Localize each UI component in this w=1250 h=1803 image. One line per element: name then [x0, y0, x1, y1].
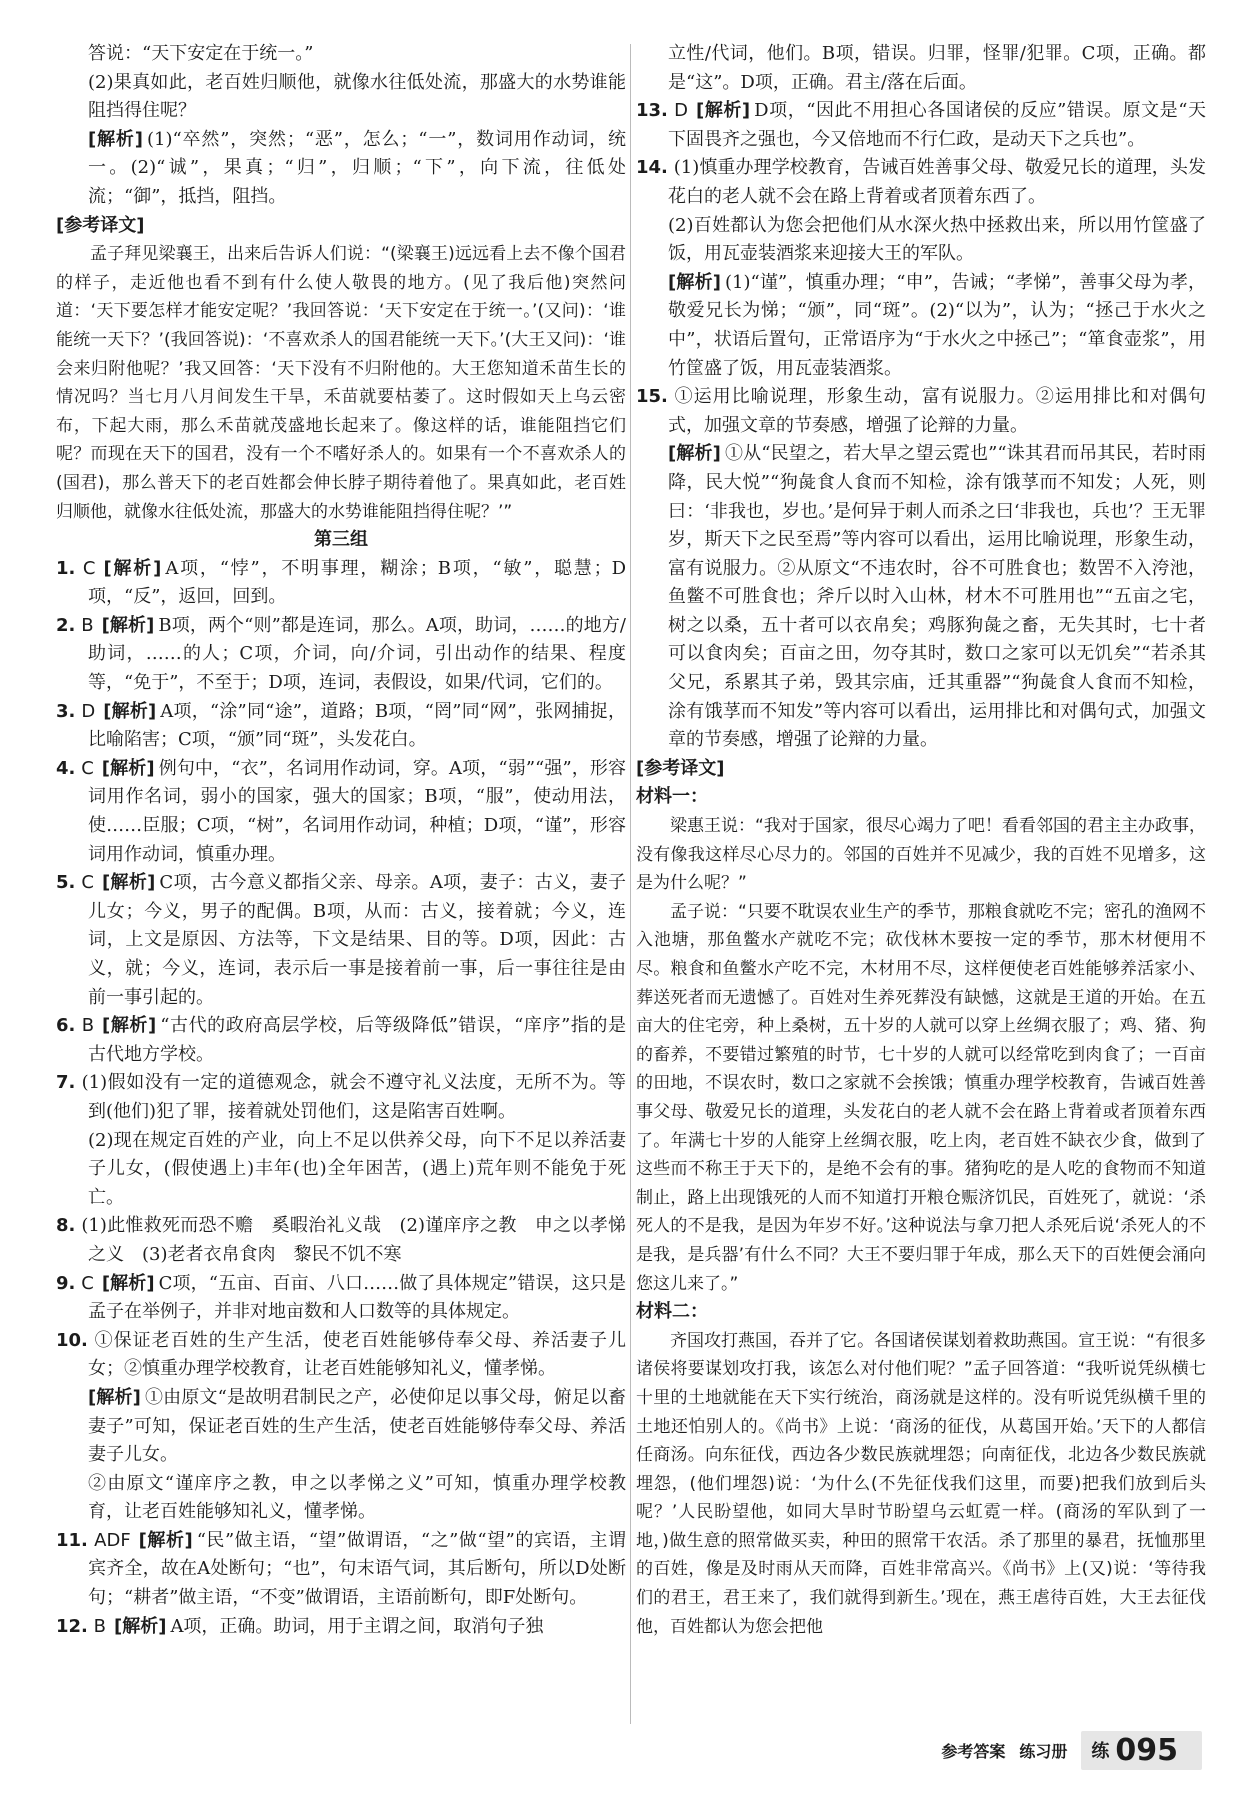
paragraph-text: (1)“卒然”，突然；“恶”，怎么；“一”，数词用作动词，统一。(2)“诚”，果真；“归”，归顺；“下”，向下流，往低处流；“御”，抵挡，阻挡。	[88, 128, 626, 207]
question-number: 5.	[56, 872, 76, 894]
answer-paragraph	[636, 440, 1206, 755]
answer-text: B项，两个“则”都是连词，那么。A项，助词，……的地方/助词，……的人；C项，介词，向/介词，引出动作的结果、程度等，“免于”，不至于；D项，连词，表假设，如果/代词，它们的。	[88, 614, 626, 694]
answer-text: 例句中，“衣”，名词用作动词，穿。A项，“弱”“强”，形容词用作名词，弱小的国家，强大的国家；B项，“服”，使动用法，使……臣服；C项，“树”，名词用作动词，种植；D项，“谨”，形容词用作动词，慎重办理。	[88, 757, 626, 865]
question-answer	[56, 1613, 626, 1642]
question-number: 14.	[636, 157, 668, 179]
question-answer	[56, 1327, 626, 1384]
answer-choice: B	[81, 614, 94, 636]
analysis-tag: [解析]	[88, 128, 143, 150]
answer-text: D项，“因此不用担心各国诸侯的反应”错误。原文是“天下固畏齐之强也，今又倍地而不行仁政，是动天下之兵也”。	[668, 100, 1206, 150]
question-answer	[56, 1069, 626, 1126]
question-number: 2.	[56, 614, 76, 636]
analysis-tag: [解析]	[103, 557, 162, 579]
question-number: 9.	[56, 1272, 76, 1294]
paragraph-text: (1)“谨”，慎重办理；“申”，告诫；“孝悌”，善事父母为孝，敬爱兄长为悌；“颁”，同“斑”。(2)“以为”，认为；“拯己于水火之中”，状语后置句，正常语序为“于水火之中拯己”；“箪食壶浆”，用竹筐盛了饭，用瓦壶装酒浆。	[668, 271, 1207, 379]
answer-choice: C	[81, 1272, 94, 1294]
analysis-tag: [解析]	[138, 1529, 193, 1551]
page-footer	[941, 1730, 1202, 1770]
answer-text: “民”做主语，“望”做谓语，“之”做“望”的宾语，主谓宾齐全，故在A处断句；“也”，句末语气词，其后断句，所以D处断句；“耕者”做主语，“不变”做谓语，主语前断句，即F处断句。	[88, 1529, 626, 1609]
answer-text: C项，“五亩、百亩、八口……做了具体规定”错误，这只是孟子在举例子，并非对地亩数和人口数等的具体规定。	[88, 1272, 626, 1323]
answer-text: (1)此惟救死而恐不赡 奚暇治礼义哉 (2)谨庠序之教 申之以孝悌之义 (3)老者衣帛食肉 黎民不饥不寒	[81, 1215, 626, 1265]
right-column	[636, 40, 1206, 1641]
question-answer	[56, 755, 626, 869]
analysis-tag: [解析]	[88, 1386, 141, 1408]
translation-paragraph: 孟子拜见梁襄王，出来后告诉人们说：“(梁襄王)远远看上去不像个国君的样子，走近他也看不到有什么使人敬畏的地方。(见了我后他)突然问道：‘天下要怎样才能安定呢？’我回答说：‘天下安定在于统一。’(又问)：‘谁能统一天下？’(我回答说)：‘不喜欢杀人的国君能统一天下。’(大王又问)：‘谁会来归附他呢？’我又回答：‘天下没有不归附他的。大王您知道禾苗生长的情况吗？当七月八月间发生干旱，禾苗就要枯萎了。这时假如天上乌云密布，下起大雨，那么禾苗就茂盛地长起来了。像这样的话，谁能阻挡它们呢？而现在天下的国君，没有一个不嗜好杀人的。如果有一个不喜欢杀人的(国君)，那么普天下的老百姓都会伸长脖子期待着他了。果真如此，老百姓归顺他，就像水往低处流，那盛大的水势谁能阻挡得住呢？’”	[56, 244, 626, 522]
answer-paragraph	[56, 126, 626, 212]
answer-text: A项，“涂”同“途”，道路；B项，“罔”同“网”，张网捕捉，比喻陷害；C项，“颁”同“斑”，头发花白。	[88, 700, 627, 751]
question-answer	[636, 383, 1206, 440]
question-number: 15.	[636, 386, 668, 408]
question-answer	[56, 1527, 626, 1613]
answer-paragraph	[56, 1384, 626, 1470]
translation-paragraph: 梁惠王说：“我对于国家，很尽心竭力了吧！看看邻国的君主主办政事，没有像我这样尽心尽力的。邻国的百姓并不见减少，我的百姓不见增多，这是为什么呢？”	[636, 816, 1206, 894]
analysis-tag: [解析]	[101, 1272, 155, 1294]
answer-text: ①运用比喻说理，形象生动，富有说服力。②运用排比和对偶句式，加强文章的节奏感，增强了论辩的力量。	[668, 386, 1206, 436]
answer-text: A项，正确。助词，用于主谓之间，取消句子独	[170, 1615, 544, 1637]
analysis-tag: [解析]	[696, 100, 751, 122]
group-heading: 第三组	[314, 529, 368, 551]
question-answer	[56, 1012, 626, 1069]
question-number: 8.	[56, 1215, 76, 1237]
question-number: 4.	[56, 757, 76, 779]
answer-text: C项，古今意义都指父亲、母亲。A项，妻子：古义，妻子儿女；今义，男子的配偶。B项，从而：古义，接着就；今义，连词，上文是原因、方法等，下文是结果、目的等。D项，因此：古义，就；今义，连词，表示后一事是接着前一事，后一事往往是由前一事引起的。	[88, 872, 627, 1008]
analysis-tag: [解析]	[668, 271, 721, 293]
answer-text: A项，“悖”，不明事理，糊涂；B项，“敏”，聪慧；D项，“反”，返回，回到。	[88, 557, 626, 608]
paragraph-text: (2)现在规定百姓的产业，向上不足以供养父母，向下不足以养活妻子儿女，(假使遇上)丰年(也)全年困苦，(遇上)荒年则不能免于死亡。	[88, 1129, 626, 1208]
question-number: 12.	[56, 1615, 88, 1637]
answer-choice: ADF	[94, 1529, 131, 1551]
answer-choice: B	[81, 1015, 95, 1037]
analysis-tag: [解析]	[103, 700, 157, 722]
footer-label-answers: 参考答案	[941, 1741, 1006, 1761]
answer-choice: C	[81, 872, 94, 894]
section-heading: [参考译文]	[636, 757, 725, 779]
footer-label-workbook: 练习册	[1019, 1741, 1068, 1761]
answer-text: (1)假如没有一定的道德观念，就会不遵守礼义法度，无所不为。等到(他们)犯了罪，接着就处罚他们，这是陷害百姓啊。	[81, 1072, 626, 1122]
question-number: 10.	[56, 1329, 88, 1351]
answer-paragraph	[636, 212, 1206, 269]
answer-paragraph	[56, 1470, 626, 1527]
question-answer	[56, 1212, 626, 1269]
answer-text: ①保证老百姓的生产生活，使老百姓能够侍奉父母、养活妻子儿女；②慎重办理学校教育，让老百姓能够知礼义，懂孝悌。	[88, 1329, 626, 1380]
paragraph-text: (2)百姓都认为您会把他们从水深火热中拯救出来，所以用竹筐盛了饭，用瓦壶装酒浆来迎接大王的军队。	[668, 214, 1206, 265]
analysis-tag: [解析]	[102, 872, 156, 894]
question-number: 1.	[56, 557, 76, 579]
question-answer	[636, 97, 1206, 154]
answer-choice: C	[82, 557, 96, 579]
answer-paragraph	[56, 40, 626, 69]
paragraph-text: ②由原文“谨庠序之教，申之以孝悌之义”可知，慎重办理学校教育，让老百姓能够知礼义，懂孝悌。	[88, 1472, 626, 1523]
analysis-tag: [解析]	[668, 443, 721, 465]
analysis-tag: [解析]	[101, 757, 155, 779]
section-heading: 材料一：	[636, 786, 708, 808]
section-heading: 材料二：	[636, 1301, 708, 1323]
question-answer	[56, 555, 626, 612]
answer-paragraph	[636, 40, 1206, 97]
translation-paragraph: 齐国攻打燕国，吞并了它。各国诸侯谋划着救助燕国。宣王说：“有很多诸侯将要谋划攻打我，该怎么对付他们呢？”孟子回答道：“我听说凭纵横七十里的土地就能在天下实行统治，商汤就是这样的。没有听说凭纵横千里的土地还怕别人的。《尚书》上说：‘商汤的征伐，从葛国开始。’天下的人都信任商汤。向东征伐，西边各少数民族就埋怨；向南征伐，北边各少数民族就埋怨，(他们埋怨)说：‘为什么(不先征伐我们这里，而要)把我们放到后头呢？’人民盼望他，如同大旱时节盼望乌云虹霓一样。(商汤的军队到了一地，)做生意的照常做买卖，种田的照常干农活。杀了那里的暴君，抚恤那里的百姓，像是及时雨从天而降，百姓非常高兴。《尚书》上(又)说：‘等待我们的君王，君王来了，我们就得到新生。’现在，燕王虐待百姓，大王去征伐他，百姓都认为您会把他	[636, 1330, 1206, 1637]
question-number: 11.	[56, 1529, 88, 1551]
section-heading: [参考译文]	[56, 214, 145, 236]
answer-text: “古代的政府高层学校，后等级降低”错误，“庠序”指的是古代地方学校。	[88, 1015, 627, 1065]
analysis-tag: [解析]	[102, 1015, 157, 1037]
page-number: 095	[1115, 1732, 1178, 1768]
paragraph-text: ①从“民望之，若大旱之望云霓也”“诛其君而吊其民，若时雨降，民大悦”“狗彘食人食而不知检，涂有饿莩而不知发；人死，则曰：‘非我也，岁也。’是何异于刺人而杀之曰‘非我也，兵也’？王无罪岁，斯天下之民至焉”等内容可以看出，运用比喻说理，形象生动，富有说服力。②从原文“不违农时，谷不可胜食也；数罟不入洿池，鱼鳖不可胜食也；斧斤以时入山林，材木不可胜用也”“五亩之宅，树之以桑，五十者可以衣帛矣；鸡豚狗彘之畜，无失其时，七十者可以食肉矣；百亩之田，勿夺其时，数口之家可以无饥矣”“若杀其父兄，系累其子弟，毁其宗庙，迁其重器”“狗彘食人食而不知检，涂有饿莩而不知发”等内容可以看出，运用排比和对偶句式，加强文章的节奏感，增强了论辩的力量。	[668, 443, 1207, 751]
question-number: 6.	[56, 1015, 76, 1037]
answer-paragraph	[56, 69, 626, 126]
paragraph-text: (2)果真如此，老百姓归顺他，就像水往低处流，那盛大的水势谁能阻挡得住呢？	[88, 71, 626, 122]
answer-choice: D	[81, 700, 96, 722]
answer-choice: B	[93, 1615, 106, 1637]
column-divider	[630, 44, 631, 1724]
answer-choice: C	[81, 757, 94, 779]
translation-paragraph: 孟子说：“只要不耽误农业生产的季节，那粮食就吃不完；密孔的渔网不入池塘，那鱼鳖水产就吃不完；砍伐林木要按一定的季节，那木材便用不尽。粮食和鱼鳖水产吃不完，木材用不尽，这样便使老百姓能够养活家小、葬送死者而无遗憾了。百姓对生养死葬没有缺憾，这就是王道的开始。在五亩大的住宅旁，种上桑树，五十岁的人就可以穿上丝绸衣服了；鸡、猪、狗的畜养，不要错过繁殖的时节，七十岁的人就可以经常吃到肉食了；一百亩的田地，不误农时，数口之家就不会挨饿；慎重办理学校教育，告诫百姓善事父母、敬爱兄长的道理，头发花白的老人就不会在路上背着或者顶着东西了。年满七十岁的人能穿上丝绸衣服，吃上肉，老百姓不缺衣少食，做到了这些而不称王于天下的，是绝不会有的事。猪狗吃的是人吃的食物而不知道制止，路上出现饿死的人而不知道打开粮仓赈济饥民，百姓死了，就说：‘杀死人的不是我，是因为年岁不好。’这种说法与拿刀把人杀死后说‘杀死人的不是我，是兵器’有什么不同？大王不要归罪于年成，那么天下的百姓便会涌向您这儿来了。”	[636, 901, 1206, 1294]
paragraph-text: ①由原文“是故明君制民之产，必使仰足以事父母，俯足以畜妻子”可知，保证老百姓的生产生活，使老百姓能够侍奉父母、养活妻子儿女。	[88, 1386, 626, 1466]
analysis-tag: [解析]	[113, 1615, 167, 1637]
question-answer	[56, 698, 626, 755]
question-number: 13.	[636, 100, 668, 122]
analysis-tag: [解析]	[101, 614, 155, 636]
question-number: 7.	[56, 1072, 76, 1094]
footer-lian: 练	[1091, 1741, 1110, 1762]
left-column	[56, 40, 626, 1641]
question-answer	[636, 154, 1206, 211]
question-answer	[56, 1270, 626, 1327]
paragraph-text: 立性/代词，他们。B项，错误。归罪，怪罪/犯罪。C项，正确。都是“这”。D项，正确。君主/落在后面。	[668, 43, 1206, 93]
question-number: 3.	[56, 700, 76, 722]
question-answer	[56, 869, 626, 1012]
answer-paragraph	[56, 1127, 626, 1213]
paragraph-text: 答说：“天下安定在于统一。”	[88, 43, 314, 64]
answer-choice: D	[674, 100, 689, 122]
question-answer	[56, 612, 626, 698]
answer-text: (1)慎重办理学校教育，告诫百姓善事父母、敬爱兄长的道理，头发花白的老人就不会在路上背着或者顶着东西了。	[668, 157, 1206, 207]
answer-paragraph	[636, 269, 1206, 383]
page-number-box	[1081, 1731, 1202, 1770]
